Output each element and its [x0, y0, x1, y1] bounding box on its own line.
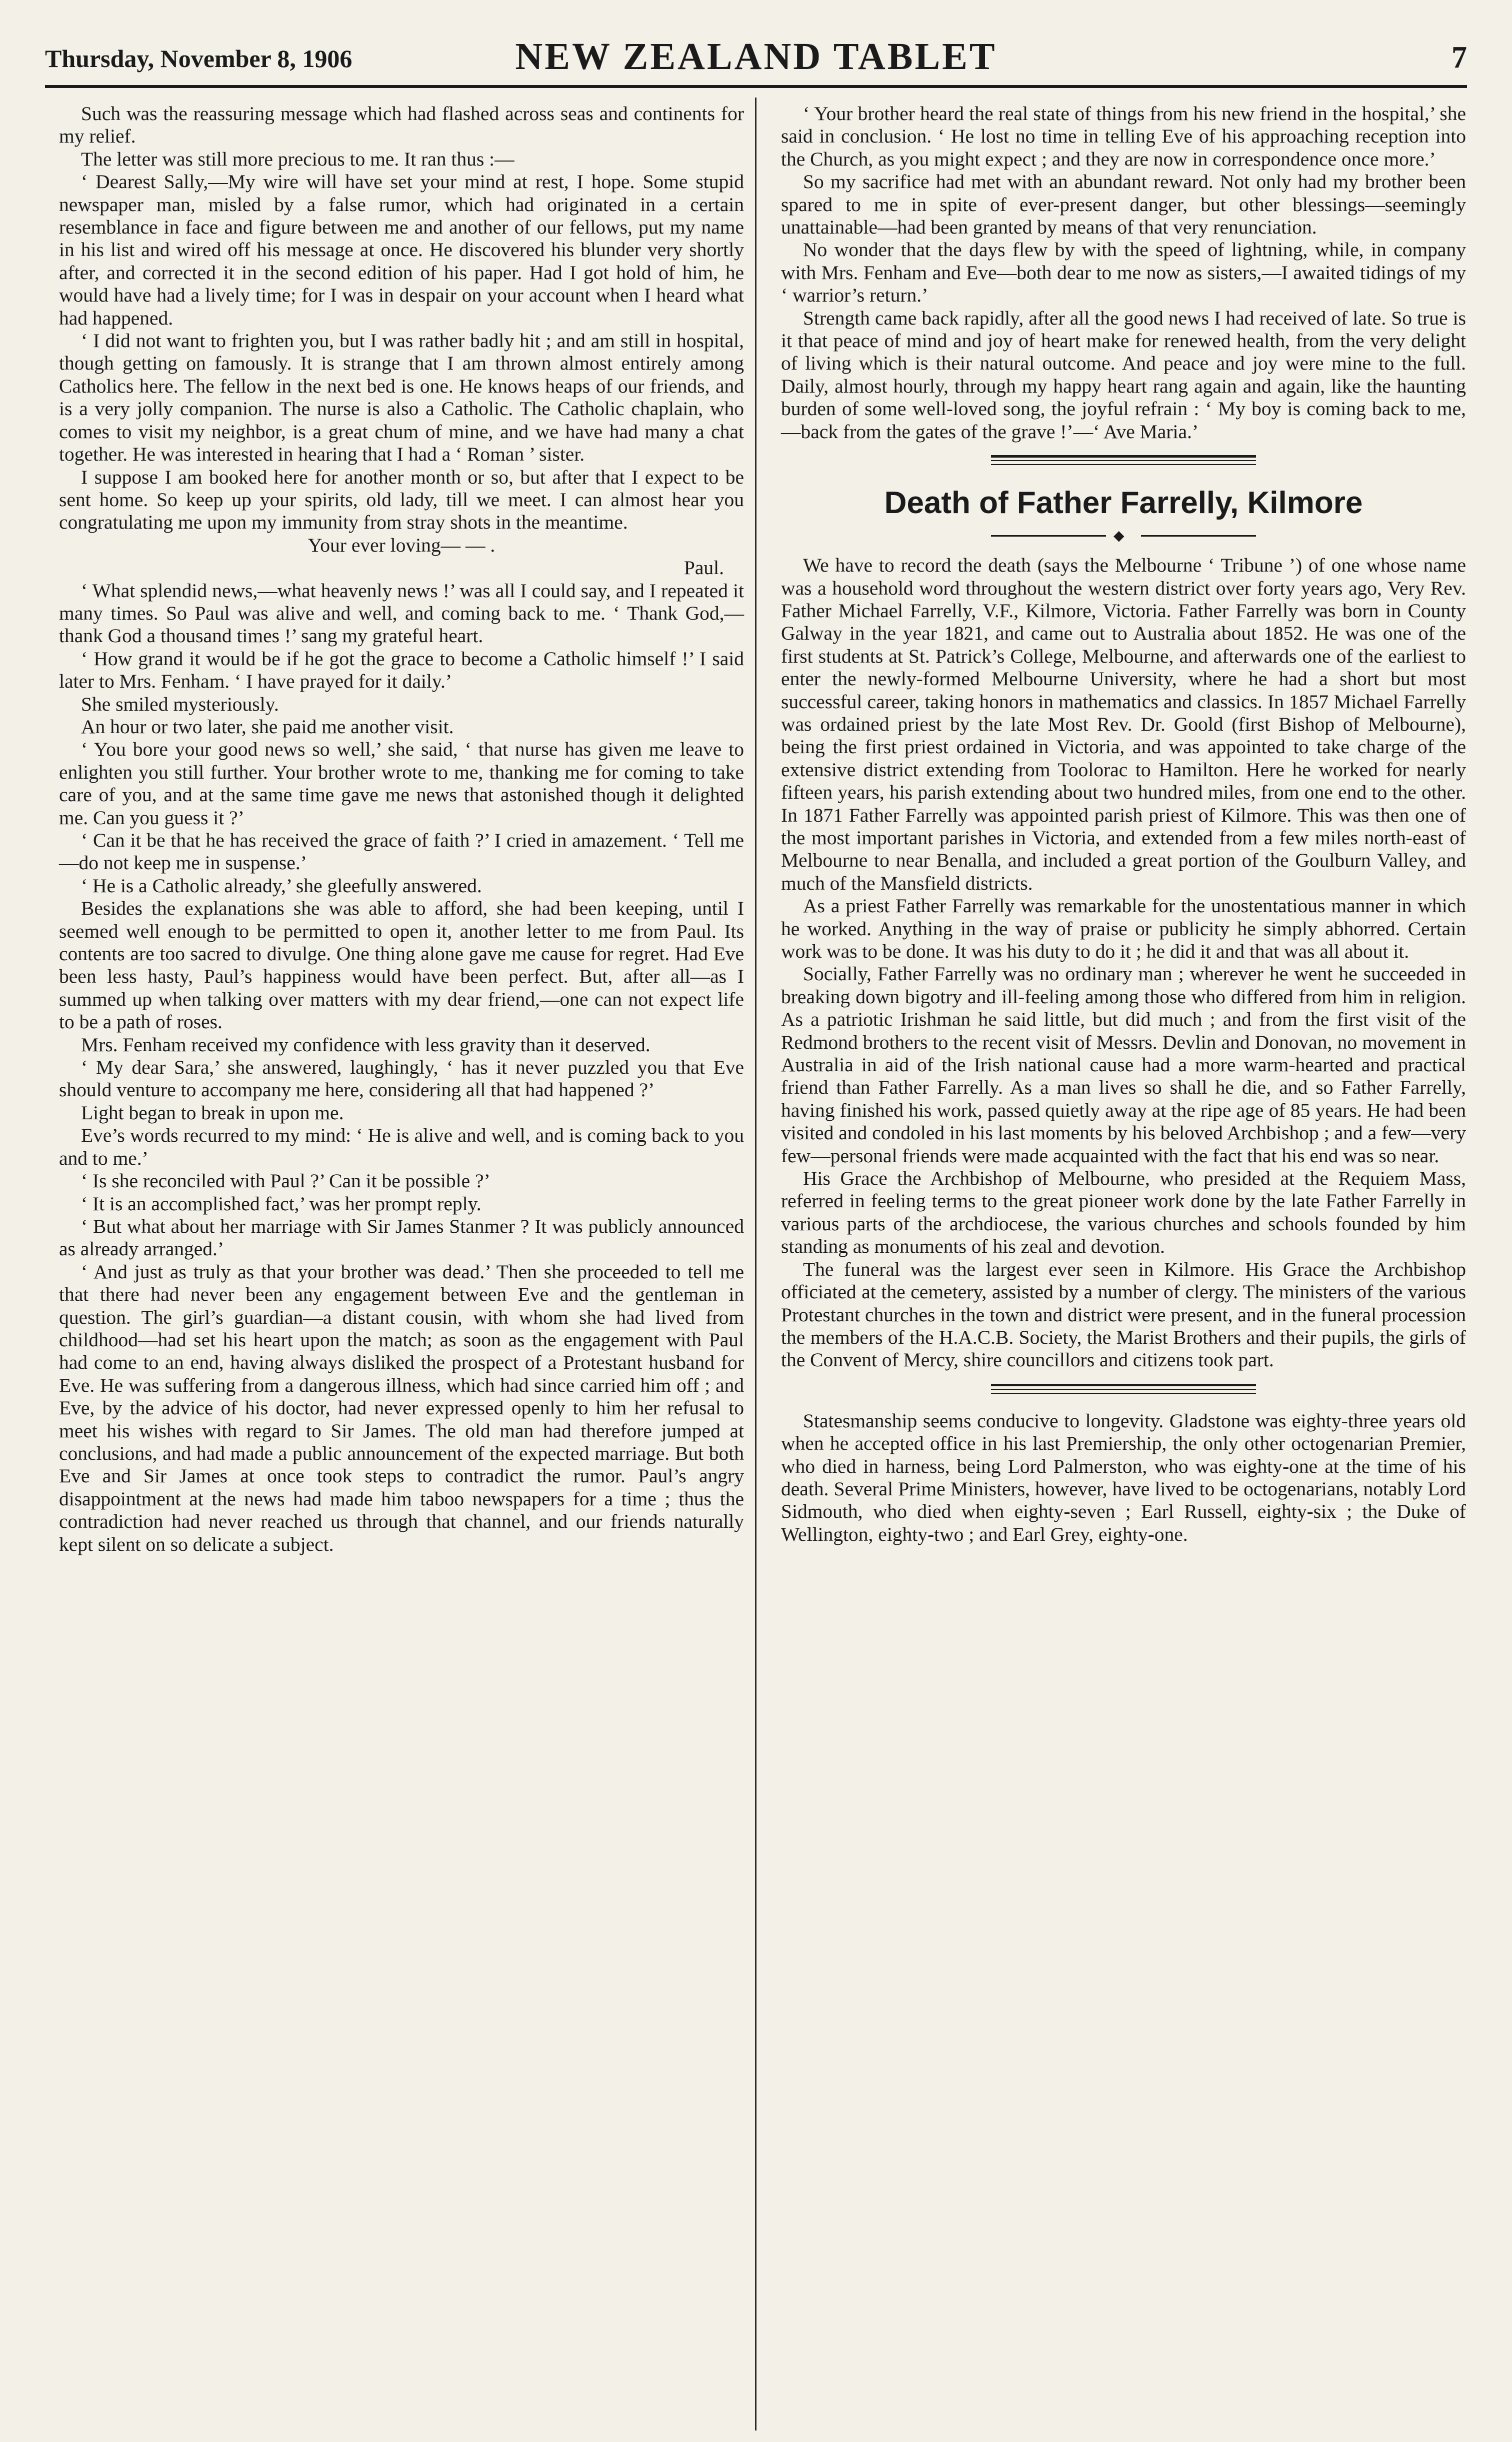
article-paragraph: As a priest Father Farrelly was remarkable for the unostentatious manner in which he worked. Anything in the way of praise or publicity he simply abhorred. Certain work was to be done. It was his duty to do it ; he did it and that was all about it. [781, 895, 1466, 962]
right-column [781, 103, 1466, 1546]
masthead [45, 35, 1467, 83]
story-paragraph: No wonder that the days flew by with the speed of lightning, while, in company with Mrs. Fenham and Eve—both dear to me now as sisters,—I awaited tidings of my ‘ warrior’s return.’ [781, 239, 1466, 307]
story-paragraph: ‘ How grand it would be if he got the grace to become a Catholic himself !’ I said later to Mrs. Fenham. ‘ I have prayed for it daily.’ [59, 647, 744, 693]
article-paragraph: We have to record the death (says the Melbourne ‘ Tribune ’) of one whose name was a household word throughout the western district over forty years ago, Very Rev. Father Michael Farrelly, V.F., Kilmore, Victoria. Father Farrelly was born in County Galway in the year 1821, and came out to Australia about 1852. He was one of the first students at St. Patrick’s College, Melbourne, and afterwards one of the earliest to enter the newly-formed Melbourne University, where he had a short but most successful career, taking honors in mathematics and classics. In 1857 Michael Farrelly was ordained priest by the late Most Rev. Dr. Goold (first Bishop of Melbourne), being the first priest ordained in Victoria, and was appointed to take charge of the extensive district extending from Toolorac to Hamilton. Here he worked for nearly fifteen years, his parish extending about two hundred miles, from one end to the other. In 1871 Father Farrelly was appointed parish priest of Kilmore. This was then one of the most important parishes in Victoria, and extended from a few miles north-east of Melbourne to near Benalla, and included a great portion of the Goulburn Valley, and much of the Mansfield districts. [781, 554, 1466, 894]
story-paragraph: Strength came back rapidly, after all the good news I had received of late. So true is it that peace of mind and joy of heart make for renewed health, from the very delight of living which is their natural outcome. And peace and joy were mine to the full. Daily, almost hourly, through my happy heart rang again and again, like the haunting burden of some well-loved song, the joyful refrain : ‘ My boy is coming back to me,—back from the gates of the grave !’—‘ Ave Maria.’ [781, 307, 1466, 443]
story-paragraph: ‘ He is a Catholic already,’ she gleefully answered. [81, 874, 482, 897]
story-paragraph: An hour or two later, she paid me another visit. [81, 715, 454, 738]
headline-ornament: ◆ [781, 528, 1466, 543]
story-paragraph: Light began to break in upon me. [81, 1101, 344, 1124]
story-paragraph: ‘ Dearest Sally,—My wire will have set your mind at rest, I hope. Some stupid newspaper man, misled by a false rumor, which had originated in a certain resemblance in face and figure between me and another of our fellows, put my name in his list and wired off his message at once. He discovered his blunder very shortly after, and corrected it in the second edition of his paper. Had I got hold of him, he would have had a lively time; for I was in despair on your account when I heard what had happened. [59, 171, 744, 329]
story-paragraph: ‘ And just as truly as that your brother was dead.’ Then she proceeded to tell me that there had never been any engagement between Eve and the gentleman in question. The girl’s guardian—a distant cousin, with whom she had lived from childhood—had set his heart upon the match; as soon as the engagement with Paul had come to an end, having always disliked the prospect of a Protestant husband for Eve. He was suffering from a dangerous illness, which had since carried him off ; and Eve, by the advice of his doctor, had never expressed openly to him her refusal to meet his wishes with regard to Sir James. The old man had therefore jumped at conclusions, and had made a public announcement of the expected marriage. But both Eve and Sir James at once took steps to contradict the rumor. Paul’s angry disappointment at the news had made him taboo newspapers for a time ; thus the contradiction had never reached us through that channel, and our friends naturally kept silent on so delicate a subject. [59, 1260, 744, 1555]
left-column [59, 103, 744, 1556]
story-paragraph: She smiled mysteriously. [81, 693, 279, 715]
article-paragraph: His Grace the Archbishop of Melbourne, who presided at the Requiem Mass, referred in feeling terms to the great pioneer work done by the late Father Farrelly in various parts of the archdiocese, the various churches and schools founded by him standing as monuments of his zeal and devotion. [781, 1167, 1466, 1258]
story-paragraph: ‘ I did not want to frighten you, but I was rather badly hit ; and am still in hospital, though getting on famously. It is strange that I am thrown almost entirely among Catholics here. The fellow in the next bed is one. He knows heaps of our friends, and is a very jolly companion. The nurse is also a Catholic. The Catholic chaplain, who comes to visit my neighbor, is a great chum of mine, and we have had many a chat together. He was interested in hearing that I had a ‘ Roman ’ sister. [59, 330, 744, 466]
filler-paragraph: Statesmanship seems conducive to longevity. Gladstone was eighty-three years old when he accepted office in his last Premiership, the only other octogenarian Premier, who died in harness, being Lord Palmerston, who was eighty-one at the time of his death. Several Prime Ministers, however, have lived to be octogenarians, notably Lord Sidmouth, who died when eighty-seven ; Earl Russell, eighty-six ; the Duke of Wellington, eighty-two ; and Earl Grey, eighty-one. [781, 1409, 1466, 1545]
story-paragraph: Eve’s words recurred to my mind: ‘ He is alive and well, and is coming back to you and to me.’ [59, 1124, 744, 1169]
story-paragraph: ‘ But what about her marriage with Sir James Stanmer ? It was publicly announced as already arranged.’ [59, 1215, 744, 1260]
article-paragraph: Socially, Father Farrelly was no ordinary man ; wherever he went he succeeded in breaking down bigotry and ill-feeling among those who differed from him in religion. As a patriotic Irishman he said little, but did much ; and from the first visit of the Redmond brothers to the recent visit of Messrs. Devlin and Donovan, no movement in Australia in aid of the Irish national cause had a more warm-hearted and practical friend than Father Farrelly. As a man lives so shall he die, and so Father Farrelly, having finished his work, passed quietly away at the ripe age of 85 years. He had been visited and condoled in his last moments by his beloved Archbishop ; and a few—very few—personal friends were made acquainted with the fact that his end was so near. [781, 963, 1466, 1167]
section-rule [781, 1381, 1466, 1401]
story-paragraph: Such was the reassuring message which had flashed across seas and continents for my relief. [59, 103, 744, 148]
story-paragraph: ‘ It is an accomplished fact,’ was her prompt reply. [81, 1192, 482, 1215]
column-divider [755, 98, 756, 2430]
letter-signature: Paul. [684, 557, 724, 579]
letter-closing: Your ever loving— — . [308, 534, 496, 556]
article-headline: Death of Father Farrelly, Kilmore [884, 486, 1363, 521]
story-paragraph: ‘ What splendid news,—what heavenly news !’ was all I could say, and I repeated it many times. So Paul was alive and well, and coming back to me. ‘ Thank God,—thank God a thousand times !’ sang my grateful heart. [59, 579, 744, 647]
story-paragraph: The letter was still more precious to me. It ran thus :— [81, 148, 514, 170]
section-rule [781, 452, 1466, 472]
story-paragraph: ‘ My dear Sara,’ she answered, laughingly, ‘ has it never puzzled you that Eve should venture to accompany me here, considering all that had happened ?’ [59, 1056, 744, 1101]
story-paragraph: I suppose I am booked here for another month or so, but after that I expect to be sent home. So keep up your spirits, old lady, till we meet. I can almost hear you congratulating me upon my immunity from stray shots in the meantime. [59, 466, 744, 534]
publication-title: NEW ZEALAND TABLET [515, 36, 997, 78]
story-paragraph: ‘ Your brother heard the real state of things from his new friend in the hospital,’ she said in conclusion. ‘ He lost no time in telling Eve of his approaching reception into the Church, as you might expect ; and they are now in correspondence once more.’ [781, 103, 1466, 170]
issue-date: Thursday, November 8, 1906 [45, 45, 352, 73]
story-paragraph: So my sacrifice had met with an abundant reward. Not only had my brother been spared to me in spite of ever-present danger, but other blessings—seemingly unattainable—had been granted by means of that very renunciation. [781, 171, 1466, 239]
story-paragraph: Mrs. Fenham received my confidence with less gravity than it deserved. [81, 1033, 650, 1056]
story-paragraph: ‘ Can it be that he has received the grace of faith ?’ I cried in amazement. ‘ Tell me—do not keep me in suspense.’ [59, 829, 744, 874]
article-paragraph: The funeral was the largest ever seen in Kilmore. His Grace the Archbishop officiated at the cemetery, assisted by a number of clergy. The ministers of the various Protestant churches in the town and district were present, and in the funeral procession the members of the H.A.C.B. Society, the Marist Brothers and their pupils, the girls of the Convent of Mercy, shire councillors and citizens took part. [781, 1258, 1466, 1371]
masthead-rule [45, 85, 1467, 88]
story-paragraph: ‘ You bore your good news so well,’ she said, ‘ that nurse has given me leave to enlighten you still further. Your brother wrote to me, thanking me for coming to take care of you, and at the same time gave me news that astonished though it delighted me. Can you guess it ?’ [59, 738, 744, 829]
page-number: 7 [1452, 41, 1467, 75]
story-paragraph: ‘ Is she reconciled with Paul ?’ Can it be possible ?’ [81, 1170, 490, 1192]
story-paragraph: Besides the explanations she was able to afford, she had been keeping, until I seemed well enough to be permitted to open it, another letter to me from Paul. Its contents are too sacred to divulge. One thing alone gave me cause for regret. Had Eve been less hasty, Paul’s happiness would have been perfect. But, after all—as I summed up when talking over matters with my dear friend,—one can not expect life to be a path of roses. [59, 897, 744, 1033]
